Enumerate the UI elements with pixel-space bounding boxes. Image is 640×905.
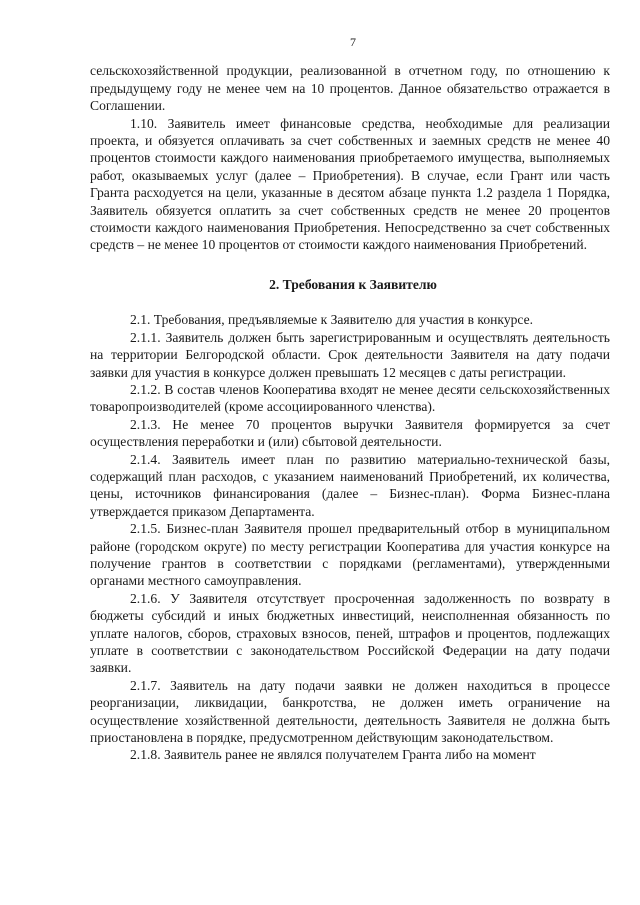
paragraph: 2.1.3. Не менее 70 процентов выручки Заявителя формируется за счет осуществления переработки и (или) сбытовой деятельности.: [90, 416, 610, 450]
page-number: 7: [350, 35, 356, 49]
paragraph: 2.1.7. Заявитель на дату подачи заявки не должен находиться в процессе реорганизации, ликвидации, банкротства, не должен иметь ограничение на осуществление хозяйственной деятельности, деятельность Заявителя не должна быть приостановлена в порядке, предусмотренном действующим законодательством.: [90, 677, 610, 746]
paragraph: 2.1.1. Заявитель должен быть зарегистрированным и осуществлять деятельность на территории Белгородской области. Срок деятельности Заявителя на дату подачи заявки для участия в конкурсе должен превышать 12 месяцев с даты регистрации.: [90, 329, 610, 380]
paragraph: 2.1.6. У Заявителя отсутствует просроченная задолженность по возврату в бюджеты субсидий и иных бюджетных инвестиций, неисполненная обязанность по уплате налогов, сборов, страховых взносов, пеней, штрафов и процентов, подлежащих уплате в соответствии с законодательством Российской Федерации на дату подачи заявки.: [90, 590, 610, 676]
paragraphs-after: [90, 311, 610, 764]
paragraph: 2.1. Требования, предъявляемые к Заявителю для участия в конкурсе.: [130, 312, 534, 328]
paragraph: 2.1.8. Заявитель ранее не являлся получателем Гранта либо на момент: [130, 747, 536, 763]
paragraph: сельскохозяйственной продукции, реализованной в отчетном году, по отношению к предыдущему году не менее чем на 10 процентов. Данное обязательство отражается в Соглашении.: [90, 63, 610, 114]
paragraph: 1.10. Заявитель имеет финансовые средства, необходимые для реализации проекта, и обязуется оплачивать за счет собственных и заемных средств не менее 40 процентов стоимости каждого наименования приобретаемого имущества, выполняемых работ, оказываемых услуг (далее – Приобретения). В случае, если Грант или часть Гранта расходуется на цели, указанные в десятом абзаце пункта 1.2 раздела 1 Порядка, Заявитель обязуется оплатить за счет собственных средств не менее 20 процентов стоимости каждого наименования Приобретения. Непосредственно за счет собственных средств – не менее 10 процентов от стоимости каждого наименования Приобретений.: [90, 115, 610, 253]
paragraph: 2.1.5. Бизнес-план Заявителя прошел предварительный отбор в муниципальном районе (городском округе) по месту регистрации Кооператива для участия конкурсе на получение грантов в соответствии с порядками (регламентами), утвержденными органами местного самоуправления.: [90, 521, 610, 589]
paragraph: 2.1.2. В состав членов Кооператива входят не менее десяти сельскохозяйственных товаропроизводителей (кроме ассоциированного членства).: [90, 381, 610, 415]
section-heading: 2. Требования к Заявителю: [269, 276, 437, 292]
paragraphs-before: [90, 62, 610, 253]
paragraph: 2.1.4. Заявитель имеет план по развитию материально-технической базы, содержащий план расходов, с указанием наименований Приобретений, их количества, цены, источников финансирования (далее – Бизнес-план). Форма Бизнес-плана утверждается приказом Департамента.: [90, 451, 610, 519]
